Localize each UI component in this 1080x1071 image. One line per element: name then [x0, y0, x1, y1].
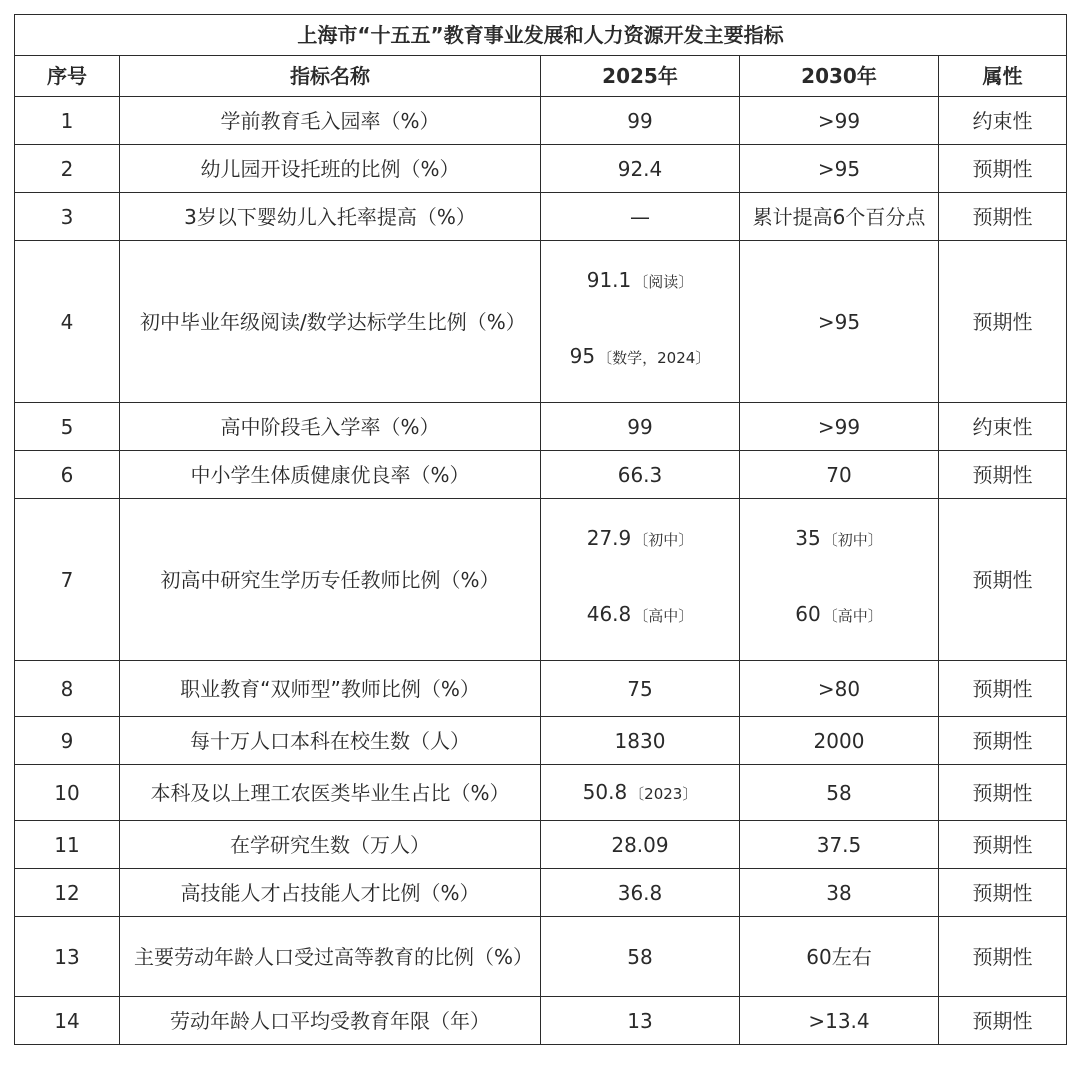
cell-no: 1: [15, 97, 120, 145]
table-row: [15, 821, 1067, 869]
cell-name: 高技能人才占技能人才比例（%）: [120, 869, 541, 917]
cell-name: 高中阶段毛入学率（%）: [120, 403, 541, 451]
cell-2030: >99: [740, 97, 939, 145]
cell-2025: 28.09: [541, 821, 740, 869]
value: 91.1: [586, 267, 632, 292]
cell-2030: 70: [740, 451, 939, 499]
cell-attr: 预期性: [939, 765, 1067, 821]
table-row: [15, 451, 1067, 499]
cell-no: 3: [15, 193, 120, 241]
table-row: [15, 717, 1067, 765]
value-note: 〔数学，2024〕: [597, 348, 711, 367]
cell-name: 本科及以上理工农医类毕业生占比（%）: [120, 765, 541, 821]
cell-attr: 预期性: [939, 451, 1067, 499]
value-line: [545, 265, 735, 297]
value-line: [545, 523, 735, 555]
header-row: [15, 56, 1067, 97]
cell-no: 2: [15, 145, 120, 193]
table-title: 上海市“十五五”教育事业发展和人力资源开发主要指标: [15, 15, 1067, 56]
cell-2025: 92.4: [541, 145, 740, 193]
indicator-table: [14, 14, 1067, 1045]
cell-no: 12: [15, 869, 120, 917]
cell-2030: >80: [740, 661, 939, 717]
value: 95: [569, 343, 596, 368]
cell-2030: [740, 499, 939, 661]
cell-name: 3岁以下婴幼儿入托率提高（%）: [120, 193, 541, 241]
cell-name: 初高中研究生学历专任教师比例（%）: [120, 499, 541, 661]
header-2030: 2030年: [740, 56, 939, 97]
table-row: [15, 403, 1067, 451]
header-attr: 属性: [939, 56, 1067, 97]
value-line: [744, 599, 934, 631]
cell-2030: 37.5: [740, 821, 939, 869]
cell-2030: >13.4: [740, 997, 939, 1045]
cell-name: 学前教育毛入园率（%）: [120, 97, 541, 145]
value: 60: [795, 601, 821, 626]
cell-no: 4: [15, 241, 120, 403]
cell-2025: 36.8: [541, 869, 740, 917]
table-row: [15, 97, 1067, 145]
table-row: [15, 241, 1067, 403]
value-note: 〔初中〕: [633, 530, 694, 549]
cell-name: 每十万人口本科在校生数（人）: [120, 717, 541, 765]
cell-name: 职业教育“双师型”教师比例（%）: [120, 661, 541, 717]
cell-no: 11: [15, 821, 120, 869]
value: 35: [795, 525, 821, 550]
cell-2025: 75: [541, 661, 740, 717]
value-line: [545, 599, 735, 631]
cell-2025: [541, 765, 740, 821]
value: 46.8: [586, 601, 632, 626]
cell-2025: 1830: [541, 717, 740, 765]
table-title-row: [15, 15, 1067, 56]
cell-2025: 99: [541, 97, 740, 145]
cell-no: 13: [15, 917, 120, 997]
cell-no: 10: [15, 765, 120, 821]
table-row: [15, 499, 1067, 661]
cell-2025: [541, 499, 740, 661]
cell-attr: 预期性: [939, 145, 1067, 193]
cell-name: 主要劳动年龄人口受过高等教育的比例（%）: [120, 917, 541, 997]
value-line: [545, 341, 735, 373]
cell-2025: 13: [541, 997, 740, 1045]
cell-name: 中小学生体质健康优良率（%）: [120, 451, 541, 499]
cell-attr: 约束性: [939, 403, 1067, 451]
header-2025: 2025年: [541, 56, 740, 97]
cell-name: 初中毕业年级阅读/数学达标学生比例（%）: [120, 241, 541, 403]
cell-2030: 38: [740, 869, 939, 917]
value-line: [744, 523, 934, 555]
value-note: 〔阅读〕: [633, 272, 694, 291]
cell-attr: 预期性: [939, 193, 1067, 241]
cell-2030: >95: [740, 145, 939, 193]
cell-no: 8: [15, 661, 120, 717]
cell-attr: 预期性: [939, 869, 1067, 917]
cell-attr: 预期性: [939, 997, 1067, 1045]
cell-no: 5: [15, 403, 120, 451]
cell-2025: [541, 241, 740, 403]
table-row: [15, 997, 1067, 1045]
cell-no: 7: [15, 499, 120, 661]
cell-no: 6: [15, 451, 120, 499]
cell-2030: >95: [740, 241, 939, 403]
cell-name: 劳动年龄人口平均受教育年限（年）: [120, 997, 541, 1045]
cell-2025: 58: [541, 917, 740, 997]
cell-attr: 预期性: [939, 917, 1067, 997]
cell-2025: 66.3: [541, 451, 740, 499]
header-name: 指标名称: [120, 56, 541, 97]
table-row: [15, 661, 1067, 717]
value: 27.9: [586, 525, 632, 550]
table-row: [15, 193, 1067, 241]
cell-2030: 2000: [740, 717, 939, 765]
cell-2030: 累计提高6个百分点: [740, 193, 939, 241]
cell-no: 14: [15, 997, 120, 1045]
table-row: [15, 917, 1067, 997]
cell-attr: 预期性: [939, 241, 1067, 403]
value-note: 〔高中〕: [633, 606, 694, 625]
header-no: 序号: [15, 56, 120, 97]
cell-attr: 预期性: [939, 499, 1067, 661]
cell-2025: —: [541, 193, 740, 241]
table-row: [15, 145, 1067, 193]
cell-attr: 约束性: [939, 97, 1067, 145]
value: 50.8: [582, 779, 628, 804]
cell-attr: 预期性: [939, 717, 1067, 765]
cell-name: 幼儿园开设托班的比例（%）: [120, 145, 541, 193]
table-row: [15, 869, 1067, 917]
cell-attr: 预期性: [939, 661, 1067, 717]
value-note: 〔高中〕: [822, 606, 883, 625]
table-row: [15, 765, 1067, 821]
cell-no: 9: [15, 717, 120, 765]
value-note: 〔初中〕: [822, 530, 883, 549]
cell-attr: 预期性: [939, 821, 1067, 869]
cell-2025: 99: [541, 403, 740, 451]
value-note: 〔2023〕: [629, 784, 698, 803]
cell-2030: >99: [740, 403, 939, 451]
cell-2030: 60左右: [740, 917, 939, 997]
cell-name: 在学研究生数（万人）: [120, 821, 541, 869]
cell-2030: 58: [740, 765, 939, 821]
